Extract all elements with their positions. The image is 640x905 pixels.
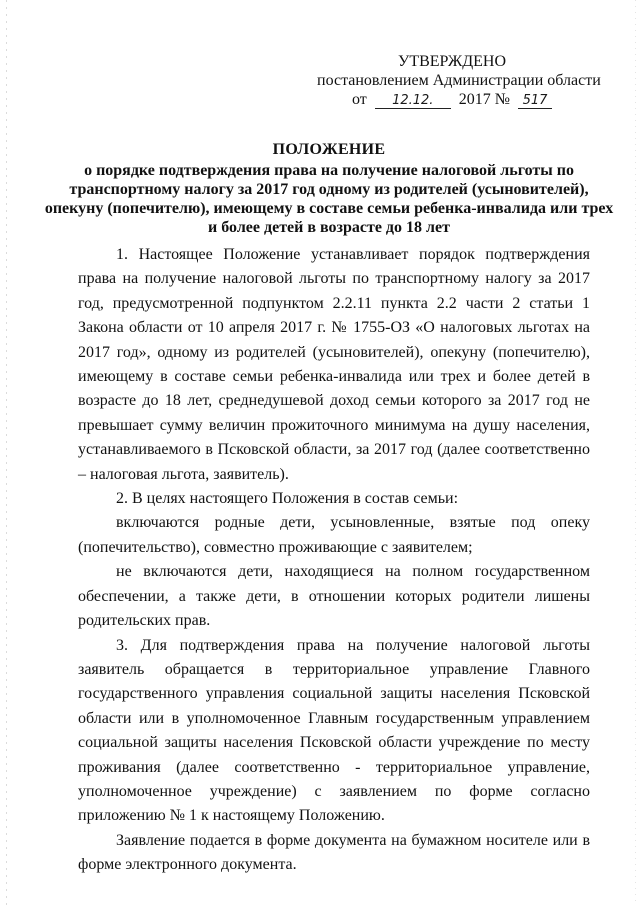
paragraph-2-included: включаются родные дети, усыновленные, взятые под опеку (попечительство), совместно проживающие с заявителем; (78, 514, 590, 556)
date-prefix: от (352, 91, 367, 108)
paragraph-application-form: Заявление подается в форме документа на бумажном носителе или в форме электронного документа. (78, 831, 590, 874)
document-title: ПОЛОЖЕНИЕ (272, 141, 386, 158)
handwritten-date: 12.12. (375, 93, 451, 109)
paragraph-3: 3. Для подтверждения права на получение налоговой льготы заявитель обращается в территориальное управление Главного государственного управления социальной защиты населения Псковской области или в уполномоченное Главным государственным управлением социальной защиты населения Псковской области учреждение по месту проживания (далее соответственно - территориальное управление, уполномоченное учреждение) с заявлением по форме согласно приложению № 1 к настоящему Положению. (78, 636, 590, 825)
scan-edge-right (635, 0, 636, 905)
approval-org: постановлением Администрации области (317, 72, 601, 89)
handwritten-number: 517 (518, 93, 552, 109)
paragraph-1: 1. Настоящее Положение устанавливает порядок подтверждения права на получение налоговой льготы по транспортному налогу за 2017 год, предусмотренной подпунктом 2.2.11 пункта 2.2 части 2 статьи 1 Закона области от 10 апреля 2017 г. № 1755-ОЗ «О налоговых льготах на 2017 год», одному из родителей (усыновителей), опекуну (попечителю), имеющему в составе семьи ребенка-инвалида или трех и более детей в возрасте до 18 лет, среднедушевой доход семьи которого за 2017 год не превышает сумму величин прожиточного минимума на душу населения, устанавливаемого в Псковской области, за 2017 год (далее соответственно – налоговая льгота, заявитель). (78, 246, 590, 483)
document-subtitle: о порядке подтверждения права на получение налоговой льготы по транспортному налогу за 2017 год одному из родителей (усыновителей), опекуну (попечителю), имеющему в составе семьи ребенка-инвалида или трех и более детей в возрасте до 18 лет (44, 162, 614, 236)
scan-edge-left (6, 0, 7, 905)
approval-date-line (352, 90, 552, 110)
year-number-label: 2017 № (458, 91, 511, 108)
paragraph-2-excluded: не включаются дети, находящиеся на полном государственном обеспечении, а также дети, в отношении которых родители лишены родительских прав. (78, 563, 590, 630)
document-heading (40, 140, 618, 237)
paragraph-2: 2. В целях настоящего Положения в состав семьи: (116, 490, 459, 508)
approval-title: УТВЕРЖДЕНО (398, 53, 507, 70)
document-body (78, 243, 590, 878)
